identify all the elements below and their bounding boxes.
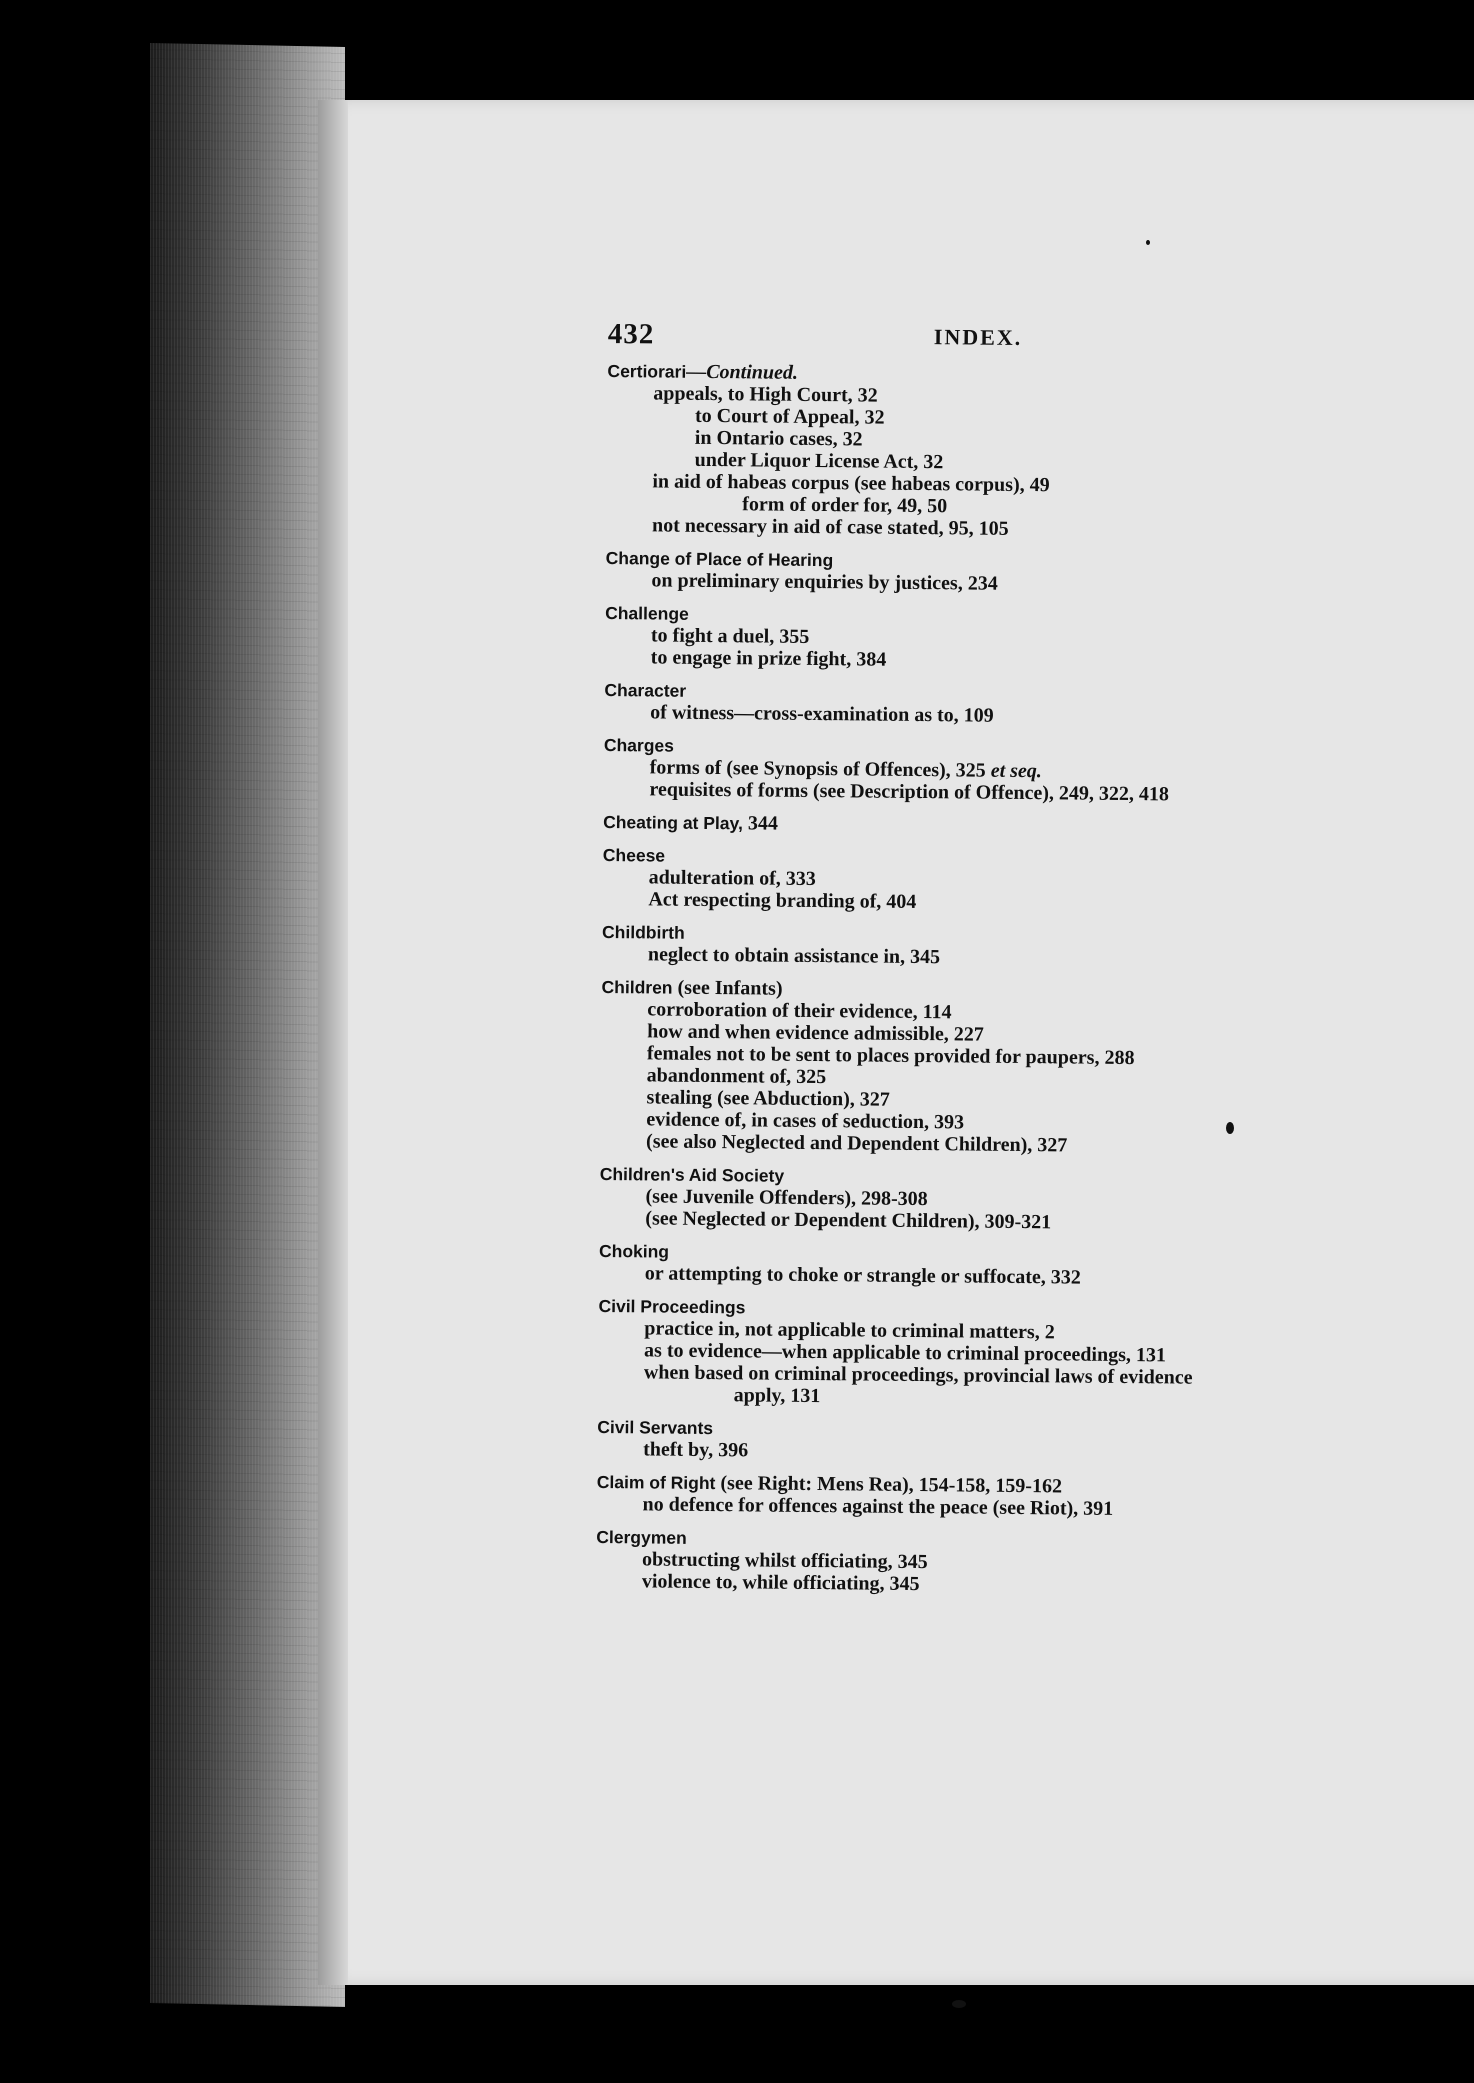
index-term-label: Children's Aid Society: [599, 1163, 785, 1186]
index-term-label: Charges: [603, 734, 675, 756]
index-subentry: no defence for offences against the peace (see Riot), 391: [642, 1493, 1114, 1520]
index-term-reference: 344: [742, 812, 778, 835]
index-entry: [604, 668, 1364, 730]
index-subentry: to engage in prize fight, 384: [650, 646, 887, 671]
index-subentry: females not to be sent to places provided for paupers, 288: [646, 1042, 1135, 1070]
index-subentry: apply, 131: [733, 1384, 821, 1408]
ink-speck: [1146, 240, 1150, 245]
index-subentry: how and when evidence admissible, 227: [647, 1020, 984, 1046]
index-entry: [605, 591, 1366, 675]
index-subentry: to Court of Appeal, 32: [694, 404, 885, 429]
index-subentry: when based on criminal proceedings, provincial laws of evidence: [643, 1361, 1193, 1389]
index-term-label: Cheese: [602, 844, 666, 866]
index-entry: [605, 536, 1365, 598]
page-number: 432: [607, 318, 655, 351]
italic-et-seq: et seq.: [990, 759, 1042, 783]
index-subentry: violence to, while officiating, 345: [641, 1570, 920, 1596]
index-subentry: forms of (see Synopsis of Offences), 325 et seq.: [649, 756, 1042, 783]
index-term-label: Choking: [598, 1240, 670, 1262]
index-subentry: of witness—cross-examination as to, 109: [650, 701, 994, 727]
ink-speck: [952, 2000, 966, 2008]
index-subentry: in aid of habeas corpus (see habeas corpus), 49: [652, 470, 1050, 497]
index-subentry: as to evidence—when applicable to criminal proceedings, 131: [643, 1339, 1167, 1367]
index-subentry: in Ontario cases, 32: [694, 426, 863, 451]
index-subentry: to fight a duel, 355: [650, 624, 810, 648]
index-subentry: appeals, to High Court, 32: [653, 382, 878, 407]
index-subentry: on preliminary enquiries by justices, 234: [651, 569, 998, 595]
index-subentry: obstructing whilst officiating, 345: [641, 1548, 928, 1574]
index-subentry: or attempting to choke or strangle or suffocate, 332: [644, 1262, 1081, 1289]
index-entry: [599, 1152, 1360, 1236]
index-subentry: (see Neglected or Dependent Children), 309-321: [645, 1207, 1052, 1234]
index-term-reference: (see Infants): [672, 976, 783, 1000]
index-text-block: [596, 318, 1368, 1599]
index-subentry: corroboration of their evidence, 114: [647, 998, 952, 1024]
index-subentry: theft by, 396: [643, 1438, 749, 1462]
index-subentry: (see Juvenile Offenders), 298-308: [645, 1185, 928, 1211]
page-gutter: [318, 100, 348, 1985]
index-subentry: abandonment of, 325: [646, 1064, 827, 1089]
index-term-label: Childbirth: [602, 921, 685, 943]
index-term-label: Civil Servants: [597, 1416, 714, 1439]
index-term-label: Claim of Right: [596, 1471, 716, 1494]
index-term-label: Clergymen: [596, 1526, 687, 1548]
index-term-label: Character: [604, 679, 687, 701]
page-heading: INDEX.: [933, 324, 1023, 350]
index-subentry: practice in, not applicable to criminal matters, 2: [644, 1317, 1055, 1344]
index-subentry: not necessary in aid of case stated, 95, 105: [651, 514, 1009, 540]
index-subentry: form of order for, 49, 50: [742, 493, 948, 518]
index-entry: [602, 833, 1363, 917]
index-term-reference: (see Right: Mens Rea), 154-158, 159-162: [715, 1472, 1063, 1498]
index-entry: [597, 1405, 1357, 1467]
index-term-label: Challenge: [605, 602, 689, 624]
index-entry: [597, 1460, 1357, 1522]
index-entry: [596, 1515, 1357, 1599]
index-entry: [599, 1229, 1359, 1291]
index-subentry: neglect to obtain assistance in, 345: [647, 943, 941, 969]
continued-label: —Continued.: [686, 360, 799, 384]
index-term-label: Civil Proceedings: [598, 1295, 746, 1318]
index-entry: [600, 965, 1362, 1159]
index-subentry: evidence of, in cases of seduction, 393: [646, 1108, 965, 1134]
index-subentry: (see also Neglected and Dependent Children), 327: [645, 1130, 1068, 1157]
index-subentry: adulteration of, 333: [648, 866, 816, 891]
index-term-label: Children: [601, 976, 673, 998]
index-subentry: stealing (see Abduction), 327: [646, 1086, 890, 1111]
index-entry: [606, 360, 1368, 543]
index-entry: [598, 1284, 1359, 1412]
index-term-label: Change of Place of Hearing: [605, 547, 834, 571]
index-term-label: Certiorari: [607, 360, 687, 382]
index-entry: [603, 723, 1364, 807]
running-head: [608, 318, 1368, 367]
index-entries: [596, 360, 1368, 1599]
book-page-edges: [150, 43, 345, 2007]
index-subentry: under Liquor License Act, 32: [694, 448, 944, 474]
index-subentry: requisites of forms (see Description of Offence), 249, 322, 418: [649, 778, 1170, 806]
index-term-label: Cheating at Play,: [603, 811, 743, 834]
index-subentry: Act respecting branding of, 404: [648, 888, 917, 913]
index-entry: [602, 910, 1362, 972]
